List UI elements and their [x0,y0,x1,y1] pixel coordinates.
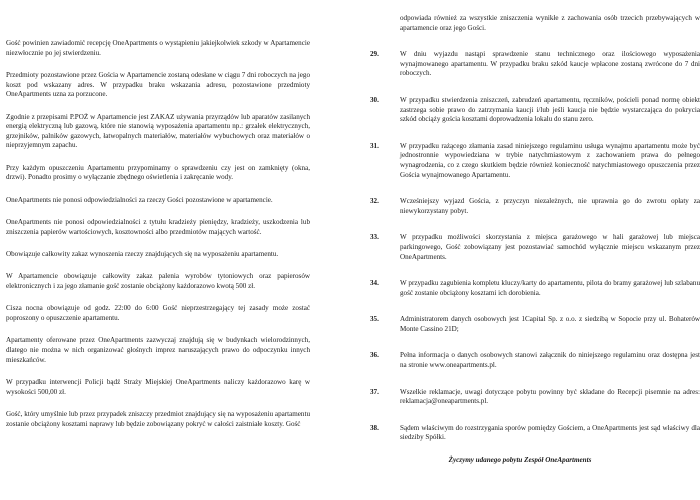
item-number: 36. [370,351,379,360]
item-text: Pełna informacja o danych osobowych stanowi załącznik do niniejszego regulaminu oraz dostępna jest na stronie www.oneapartments.pl. [400,351,700,370]
regulation-item-33 [370,233,700,262]
item-text: W przypadku rażącego złamania zasad niniejszego regulaminu usługa wynajmu apartamentu może być jednostronnie wypowiedziana w trybie natychmiastowym z zachowaniem prawa do pełnego wynagrodzenia, co z czego skutkiem będzie również konieczność natychmiastowego opuszczenia przez Gościa wynajmowanego Apartamentu. [400,141,700,179]
item-number: 35. [370,315,379,324]
item-number: 31. [370,141,379,150]
closing-signature: Życzymy udanego pobytu Zespół OneApartments [448,456,592,465]
item-text: W dniu wyjazdu nastąpi sprawdzenie stanu technicznego oraz ilościowego wyposażenia wynajmowanego apartamentu. W przypadku braku szkód kaucje wpłacone zostaną zwrócone do 7 dni roboczych. [400,50,700,78]
item-number: 32. [370,197,379,206]
item-number: 33. [370,233,379,242]
regulation-item-29 [370,50,700,79]
item-text: Wcześniejszy wyjazd Gościa, z przyczyn niezależnych, nie uprawnia go do zwrotu opłaty za niewykorzystany pobyt. [400,197,700,215]
left-paragraph-fire-safety: Zgodnie z przepisami P.POŻ w Apartamencie jest ZAKAZ używania przyrządów lub aparatów zasilanych energią elektryczną lub gazową, które nie stanowią wyposażenia apartamentu np.: grzałek elektrycznych, grzejników, palników gazowych, łatwopalnych materiałów, materiałów wybuchowych oraz materiałów o nieprzyjemnym zapachu. [6,112,310,150]
left-paragraph-police-fine: W przypadku interwencji Policji bądź Straży Miejskiej OneApartments naliczy każdorazowo karę w wysokości 500,00 zł. [6,378,310,396]
left-paragraph-no-parties: Apartamenty oferowane przez OneApartments zazwyczaj znajdują się w budynkach wielorodzinnych, dlatego nie można w nich organizować głośnych imprez naruszających prawo do odpoczynku innych mieszkańców. [6,336,310,364]
item-text: W przypadku zagubienia kompletu kluczy/karty do apartamentu, pilota do bramy garażowej lub szlabanu gość zostanie obciążony kosztami ich dorobienia. [400,279,700,297]
left-paragraph-quiet-hours: Cisza nocna obowiązuje od godz. 22:00 do 6:00 Gość nieprzestrzegający tej zasady może zostać poproszony o opuszczenie apartamentu. [6,304,310,323]
left-paragraph-damage-notice: Gość powinien zawiadomić recepcję OneApartments o wystąpieniu jakiejkolwiek szkody w Apartamencie niezwłocznie po jej stwierdzeniu. [6,39,310,57]
item-text: Wszelkie reklamacje, uwagi dotyczące pobytu powinny być składane do Recepcji pisemnie na adres: reklamacja@oneapartments.pl. [400,387,700,406]
left-paragraph-removal-ban: Obowiązuje całkowity zakaz wynoszenia rzeczy znajdujących się na wyposażeniu apartamentu. [6,250,279,259]
regulation-item-31 [370,142,700,180]
regulation-item-38 [370,424,700,443]
regulation-item-37 [370,388,700,407]
top-spacer [6,0,310,39]
item-number: 29. [370,50,379,59]
item-text: W przypadku możliwości skorzystania z miejsca garażowego w hali garażowej lub miejsca parkingowego, Gość zobowiązany jest pozostawiać samochód wyłącznie miejscu wskazanym przez OneApartments. [400,233,700,261]
left-paragraph-damage-costs: Gość, który umyślnie lub przez przypadek zniszczy przedmiot znajdujący się na wyposażeniu apartamentu zostanie obciążony kosztami naprawy lub będzie zobowiązany pokryć w całości zaistniałe koszty. Gość [6,410,310,428]
left-paragraph-smoking-ban: W Apartamencie obowiązuje całkowity zakaz palenia wyrobów tytoniowych oraz papierosów elektronicznych i za jego złamanie gość zostanie obciążony każdorazowo kwotą 500 zł. [6,272,310,291]
regulation-item-32 [370,197,700,216]
item-number: 34. [370,279,379,288]
regulation-item-36 [370,351,700,370]
item-text: Sądem właściwym do rozstrzygania sporów pomiędzy Gościem, a OneApartments jest sąd właściwy dla siedziby Spółki. [400,423,700,442]
regulations-left-column [6,0,310,500]
item-text: Administratorem danych osobowych jest 1Capital Sp. z o.o. z siedzibą w Sopocie przy ul. Bohaterów Monte Cassino 21D; [400,315,700,333]
left-paragraph-theft-liability: OneApartments nie ponosi odpowiedzialności z tytułu kradzieży pieniędzy, kradzieży, uszkodzenia lub zniszczenia papierów wartościowych, kosztowności albo przedmiotów mających wartość. [6,218,310,236]
regulation-item-34 [370,279,700,298]
item-number: 30. [370,95,379,104]
item-text: W przypadku stwierdzenia zniszczeń, zabrudzeń apartamentu, ręczników, pościeli ponad normę obiekt zastrzega sobie prawo do zatrzymania kaucji i/lub jeśli kaucja nie będzie wystarczająca do pokrycia szkód obciąży gościa kosztami doprowadzenia lokalu do stanu zero. [400,95,700,124]
item-number: 37. [370,387,379,396]
left-paragraph-closing-apartment: Przy każdym opuszczeniu Apartamentu przypominamy o sprawdzeniu czy jest on zamknięty (okna, drzwi). Ponadto prosimy o wyłączanie zbędnego oświetlenia i zakręcanie wody. [6,163,310,182]
right-paragraph-continuation: odpowiada również za wszystkie zniszczenia wynikłe z zachowania osób trzecich przebywających w apartamencie oraz jego Gości. [400,14,700,32]
regulation-item-35 [370,315,700,334]
item-number: 38. [370,423,379,432]
regulations-right-column [370,0,700,500]
left-paragraph-guest-belongings: OneApartments nie ponosi odpowiedzialności za rzeczy Gości pozostawione w apartamencie. [6,195,273,204]
left-paragraph-left-items: Przedmioty pozostawione przez Gościa w Apartamencie zostaną odesłane w ciągu 7 dni roboczych na jego koszt pod wskazany adres. W przypadku braku wskazania adresu, pozostawione przedmioty OneApartments uzna za porzucone. [6,70,310,99]
regulation-item-30 [370,96,700,125]
